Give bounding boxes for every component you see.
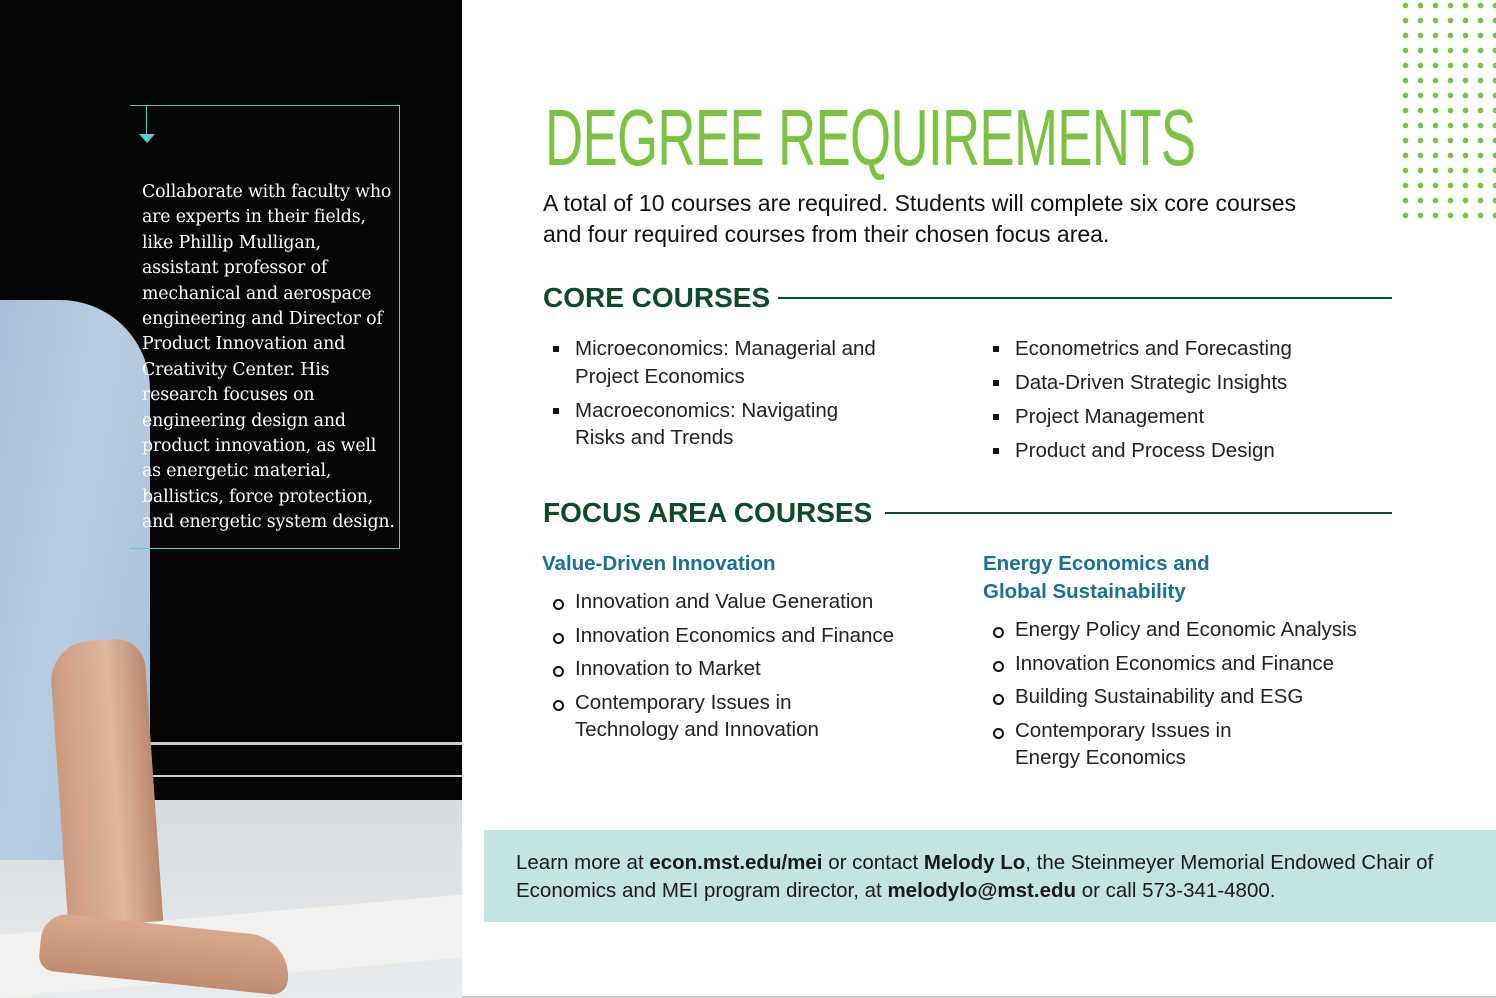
list-item: Econometrics and Forecasting bbox=[993, 335, 1393, 363]
contact-name: Melody Lo bbox=[923, 851, 1026, 874]
arrow-down-icon-stem bbox=[146, 105, 147, 135]
core-courses-list-right bbox=[993, 335, 1393, 471]
list-item: Building Sustainability and ESG bbox=[993, 683, 1393, 711]
list-item: Product and Process Design bbox=[993, 437, 1393, 465]
list-item: Project Management bbox=[993, 403, 1393, 431]
section-divider bbox=[778, 297, 1392, 299]
page-title: DEGREE REQUIREMENTS bbox=[545, 93, 1196, 182]
list-item: Energy Policy and Economic Analysis bbox=[993, 616, 1393, 644]
list-item: Data-Driven Strategic Insights bbox=[993, 369, 1393, 397]
core-courses-heading: CORE COURSES bbox=[543, 282, 771, 313]
section-divider bbox=[885, 512, 1392, 514]
list-item: Innovation and Value Generation bbox=[553, 588, 933, 616]
energy-courses-list bbox=[993, 616, 1393, 778]
email-link[interactable]: melodylo@mst.edu bbox=[887, 879, 1077, 902]
arrow-down-icon bbox=[139, 134, 155, 143]
contact-text-part: , the Steinmeyer Memorial Endowed Chair of Economics and MEI program director, at bbox=[516, 851, 1434, 902]
decorative-dot-pattern bbox=[1398, 0, 1496, 220]
contact-text-part: or call 573-341-4800. bbox=[1076, 879, 1276, 902]
focus-area-title-innovation: Value-Driven Innovation bbox=[542, 552, 776, 575]
list-item: Contemporary Issues in Energy Economics bbox=[993, 717, 1253, 772]
list-item: Innovation to Market bbox=[553, 655, 933, 683]
innovation-courses-list bbox=[553, 588, 933, 750]
website-link[interactable]: econ.mst.edu/mei bbox=[649, 851, 823, 874]
contact-text-part: Learn more at bbox=[516, 851, 650, 874]
faculty-caption: Collaborate with faculty who are experts in their fields, like Phillip Mulligan, assistant professor of mechanical and aerospace engineering and Director of Product Innovation and Creativity Center. His research focuses on engineering design and product innovation, as well as energetic material, ballistics, force protection, and energetic system design. bbox=[142, 182, 395, 533]
contact-text-part: or contact bbox=[822, 851, 924, 874]
list-item: Innovation Economics and Finance bbox=[553, 622, 933, 650]
core-courses-list-left bbox=[553, 335, 883, 458]
contact-text bbox=[516, 849, 1476, 905]
intro-text: A total of 10 courses are required. Students will complete six core courses and four required courses from their chosen focus area. bbox=[543, 190, 1296, 247]
list-item: Microeconomics: Managerial and Project Economics bbox=[553, 335, 883, 390]
contact-banner bbox=[484, 830, 1496, 922]
focus-area-title-energy: Energy Economics and Global Sustainability bbox=[983, 552, 1210, 603]
caption-frame-top bbox=[146, 105, 400, 106]
list-item: Macroeconomics: Navigating Risks and Trends bbox=[553, 397, 883, 452]
list-item: Contemporary Issues in Technology and Innovation bbox=[553, 689, 838, 744]
list-item: Innovation Economics and Finance bbox=[993, 650, 1393, 678]
focus-area-heading: FOCUS AREA COURSES bbox=[543, 497, 873, 528]
